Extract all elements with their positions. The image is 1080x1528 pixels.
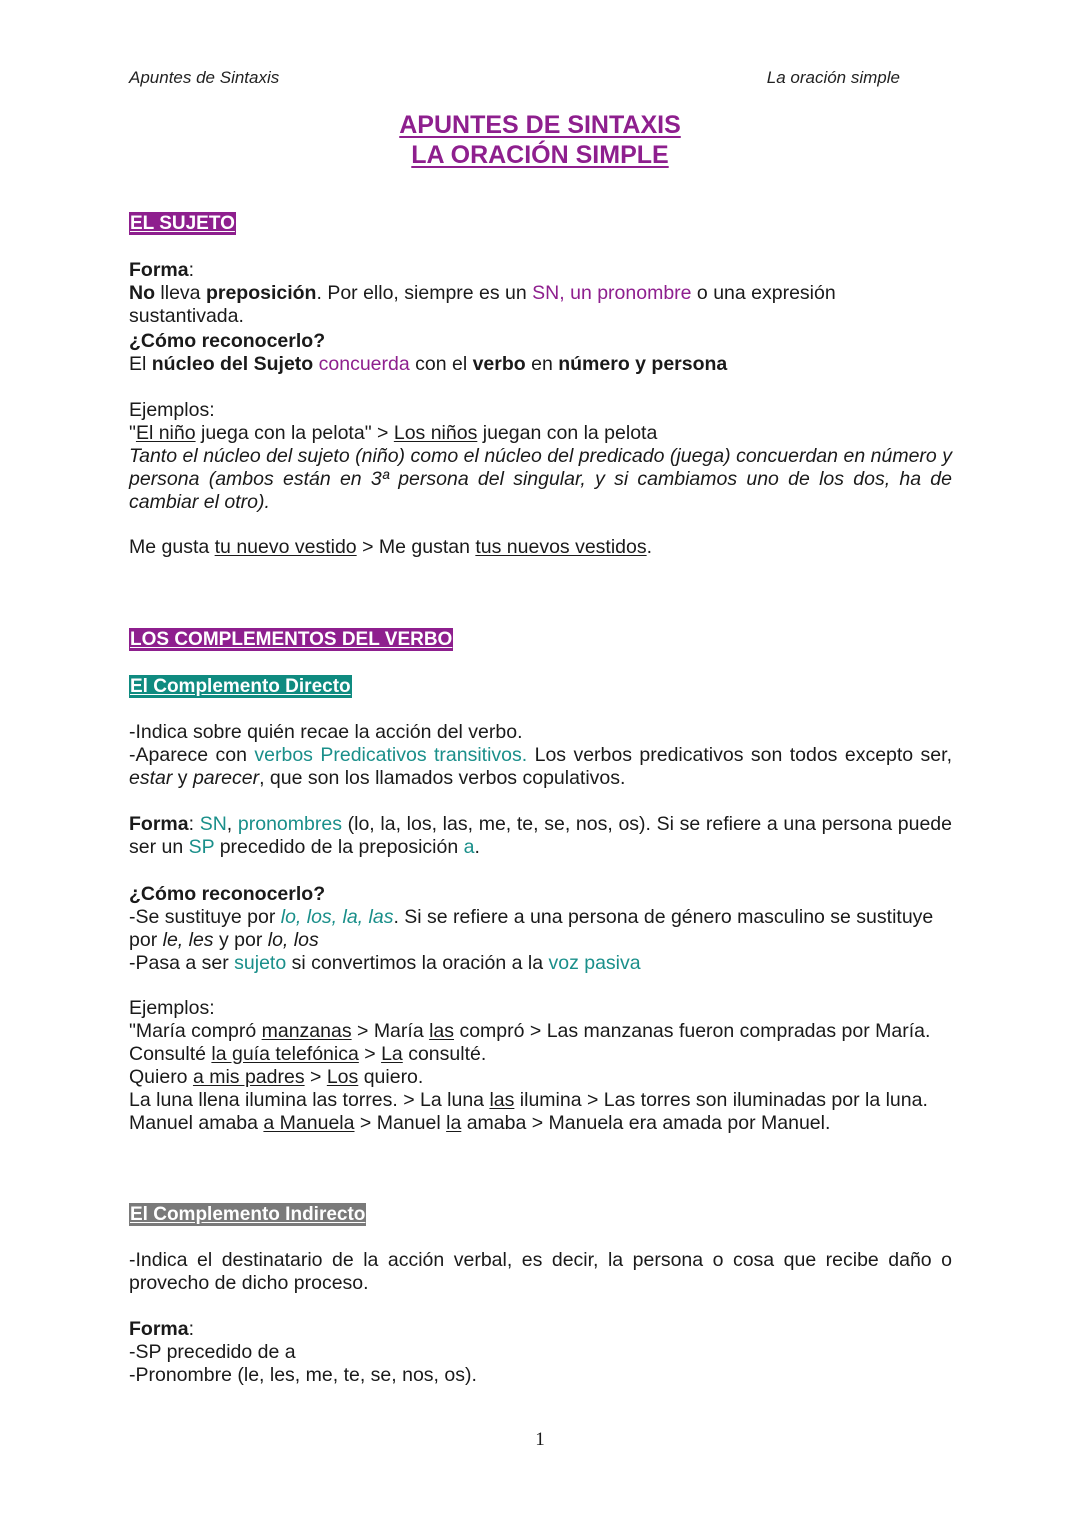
ci-heading: El Complemento Indirecto — [130, 1204, 366, 1225]
cd-ejemplos-label: Ejemplos: — [129, 997, 215, 1019]
header-left: Apuntes de Sintaxis — [129, 68, 280, 87]
forma-label: Forma — [129, 259, 189, 281]
ci-description — [129, 1249, 952, 1295]
header-right: La oración simple — [766, 68, 900, 87]
section-sujeto-heading — [129, 212, 952, 235]
cd-line-2: -Aparece con verbos Predicativos transitivos. Los verbos predicativos son todos excepto ser, estar y parecer, que son los llamados verbos copulativos. — [129, 744, 952, 789]
sujeto-ejemplos — [129, 399, 952, 514]
sujeto-example-note: Tanto el núcleo del sujeto (niño) como el núcleo del predicado (juega) concuerdan en número y persona (ambos están en 3ª persona del singular, y si cambiamos uno de los dos, ha de cambiar el otro). — [129, 445, 952, 513]
reconocer-question: ¿Cómo reconocerlo? — [129, 330, 326, 352]
cd-example-3: Quiero a mis padres > Los quiero. — [129, 1066, 424, 1088]
sujeto-reconocer — [129, 330, 952, 376]
cd-example-1: "María compró manzanas > María las compró > Las manzanas fueron compradas por María. — [129, 1020, 931, 1042]
section-cd-heading — [129, 675, 952, 698]
section-ci-heading — [129, 1203, 952, 1226]
cd-example-4: La luna llena ilumina las torres. > La luna las ilumina > Las torres son iluminadas por la luna. — [129, 1089, 928, 1111]
title-line-2: LA ORACIÓN SIMPLE — [411, 141, 669, 169]
page-number: 1 — [535, 1429, 545, 1450]
ci-forma-2: -Pronombre (le, les, me, te, se, nos, os). — [129, 1364, 477, 1386]
section-complementos-heading — [129, 628, 952, 651]
ci-forma-label: Forma — [129, 1318, 189, 1340]
sujeto-example-1: "El niño juega con la pelota" > Los niños juegan con la pelota — [129, 422, 658, 444]
ci-forma: Forma: -SP precedido de a -Pronombre (le, les, me, te, se, nos, os). — [129, 1318, 952, 1387]
complementos-heading: LOS COMPLEMENTOS DEL VERBO — [130, 629, 453, 650]
cd-example-2: Consulté la guía telefónica > La consulté. — [129, 1043, 487, 1065]
title-line-1: APUNTES DE SINTAXIS — [399, 111, 681, 139]
cd-ejemplos — [129, 997, 952, 1135]
ci-forma-1: -SP precedido de a — [129, 1341, 296, 1363]
cd-heading: El Complemento Directo — [130, 676, 351, 697]
cd-reconocer — [129, 883, 952, 975]
sujeto-example-2: Me gusta tu nuevo vestido > Me gustan tus nuevos vestidos. — [129, 536, 653, 558]
cd-reconocer-1: -Se sustituye por lo, los, la, las. Si se refiere a una persona de género masculino se sustituye por le, les y por lo, los — [129, 906, 934, 951]
ejemplos-label: Ejemplos: — [129, 399, 215, 421]
cd-forma: Forma: SN, pronombres (lo, la, los, las, me, te, se, nos, os). Si se refiere a una persona puede ser un SP precedido de la preposición a. — [129, 813, 952, 858]
cd-reconocer-question: ¿Cómo reconocerlo? — [129, 883, 326, 905]
cd-reconocer-2: -Pasa a ser sujeto si convertimos la oración a la voz pasiva — [129, 952, 641, 974]
sujeto-forma: Forma: No lleva preposición. Por ello, siempre es un SN, un pronombre o una expresión sustantivada. — [129, 259, 952, 328]
cd-line-1: -Indica sobre quién recae la acción del verbo. — [129, 721, 523, 743]
sujeto-forma-line: No lleva preposición. Por ello, siempre es un SN, un pronombre o una expresión sustantivada. — [129, 282, 836, 327]
cd-example-5: Manuel amaba a Manuela > Manuel la amaba > Manuela era amada por Manuel. — [129, 1112, 831, 1134]
document-title — [0, 110, 1080, 170]
cd-description — [129, 721, 952, 790]
sujeto-reconocer-line: El núcleo del Sujeto concuerda con el verbo en número y persona — [129, 353, 728, 375]
sujeto-heading: EL SUJETO — [130, 213, 235, 234]
ci-line-1: -Indica el destinatario de la acción verbal, es decir, la persona o cosa que recibe daño o provecho de dicho proceso. — [129, 1249, 952, 1294]
